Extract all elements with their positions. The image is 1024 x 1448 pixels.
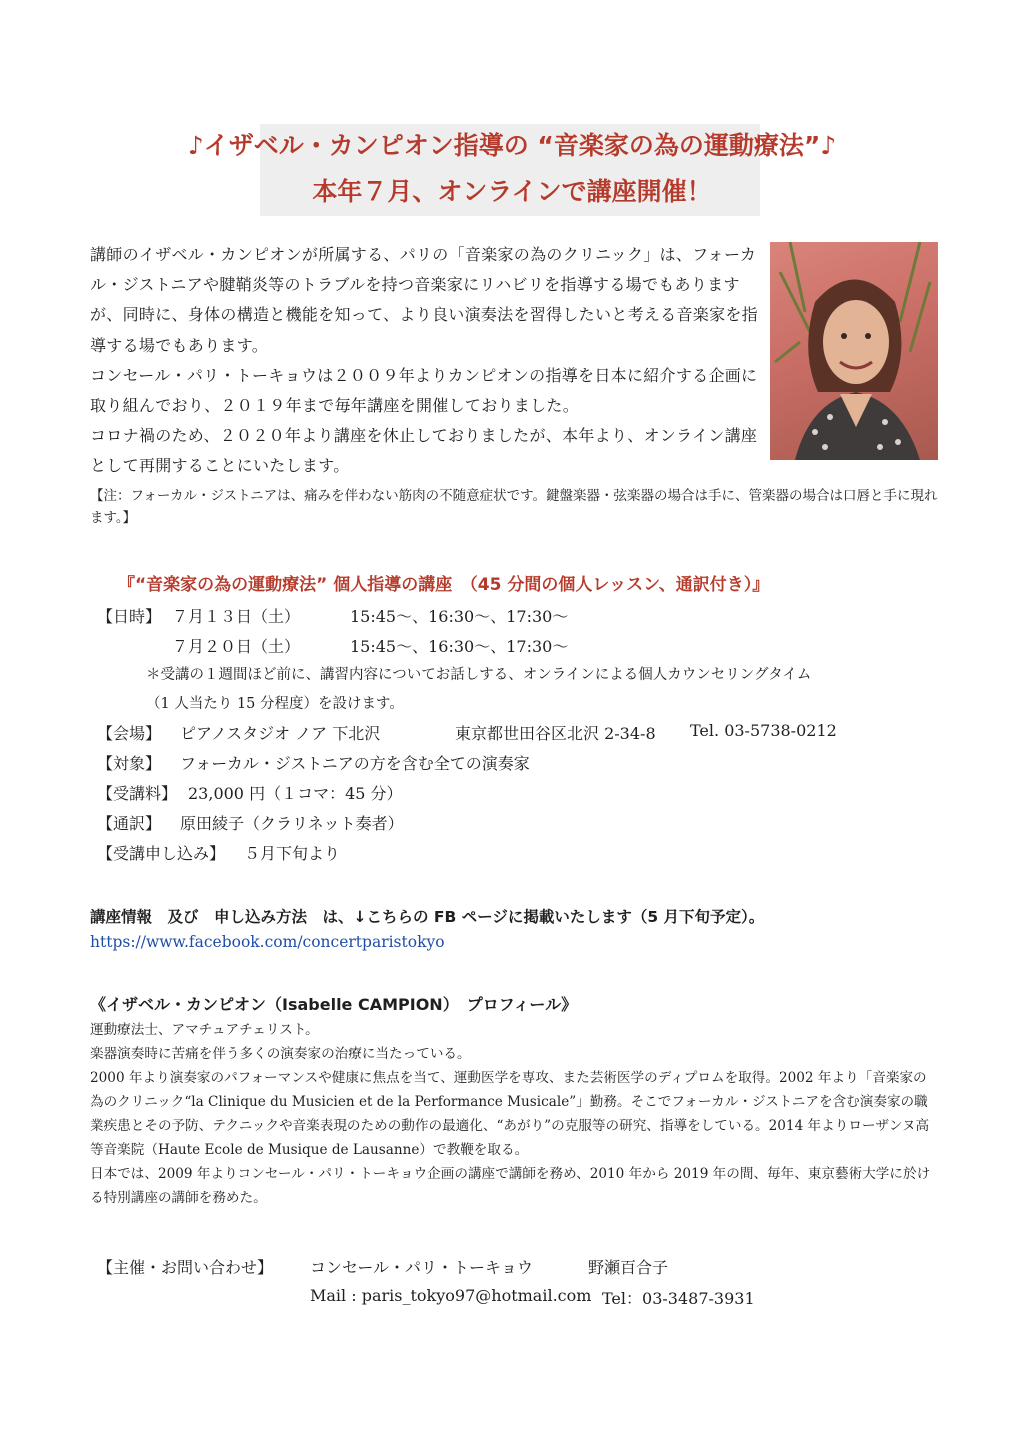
apply-text: ５月下旬より — [244, 844, 341, 863]
profile-line: 楽器演奏時に苦痛を伴う多くの演奏家の治療に当たっている。 — [90, 1046, 471, 1062]
contact-tel: Tel：03-3487-3931 — [602, 1289, 755, 1308]
contact-mail: Mail : paris_tokyo97@hotmail.com — [310, 1286, 592, 1305]
page-subtitle: 本年７月、オンラインで講座開催！ — [312, 177, 712, 206]
target-text: フォーカル・ジストニアの方を含む全ての演奏家 — [180, 754, 530, 773]
date-2: ７月２０日（土） — [172, 637, 301, 656]
page-title: ♪イザベル・カンピオン指導の “音楽家の為の運動療法”♪ — [187, 131, 837, 160]
fee-text: 23,000 円（１コマ：45 分） — [188, 784, 403, 803]
interpreter-text: 原田綾子（クラリネット奏者） — [180, 814, 404, 833]
times-1: 15:45～、16:30～、17:30～ — [350, 607, 569, 626]
info-announcement: 講座情報 及び 申し込み方法 は、↓こちらの FB ページに掲載いたします（5 月下旬予定）。 — [90, 908, 765, 926]
intro-paragraph: コンセール・パリ・トーキョウは２００９年よりカンピオンの指導を日本に紹介する企画に取り組んでおり、２０１９年まで毎年講座を開催しておりました。 — [90, 365, 758, 416]
intro-paragraph: コロナ禍のため、２０２０年より講座を休止しておりましたが、本年より、オンライン講座として再開することにいたします。 — [90, 426, 758, 476]
intro-text — [90, 240, 762, 482]
contact-label: 【主催・お問い合わせ】 — [97, 1258, 274, 1277]
instructor-photo — [770, 242, 938, 460]
interpreter-label: 【通訳】 — [97, 814, 162, 833]
course-title: 『“音楽家の為の運動療法” 個人指導の講座 （45 分間の個人レッスン、通訳付き）』 — [118, 575, 770, 595]
date-1: ７月１３日（土） — [172, 607, 301, 626]
facebook-link[interactable]: https://www.facebook.com/concertparistokyo — [90, 933, 445, 951]
contact-person: 野瀬百合子 — [588, 1258, 669, 1277]
times-2: 15:45～、16:30～、17:30～ — [350, 637, 569, 656]
intro-paragraph: 講師のイザベル・カンピオンが所属する、パリの「音楽家の為のクリニック」は、フォーカル・ジストニアや腱鞘炎等のトラブルを持つ音楽家にリハビリを指導する場でもありますが、同時に、身体の構造と機能を知って、より良い演奏法を習得したいと考える音楽家を指導する場でもあります。 — [90, 245, 758, 355]
profile-heading: 《イザベル・カンピオン（Isabelle CAMPION） プロフィール》 — [90, 995, 578, 1014]
counseling-note-cont: （1 人当たり 15 分程度）を設けます。 — [146, 696, 404, 712]
counseling-note: ＊受講の１週間ほど前に、講習内容についてお話しする、オンラインによる個人カウンセリングタイム — [146, 667, 812, 683]
profile-line: 運動療法士、アマチュアチェリスト。 — [90, 1022, 319, 1038]
profile-line: 2000 年より演奏家のパフォーマンスや健康に焦点を当て、運動医学を専攻、また芸術医学のディプロムを取得。2002 年より「音楽家の為のクリニック“la Clinique du Musicien et de la Performance Musicale”」勤務。そこでフォーカル・ジストニアを含む演奏家の職業疾患とその予防、テクニックや音楽表現のための動作の最適化、“あがり”の克服等の研究、指導をしている。2014 年よりローザンヌ高等音楽院（Haute Ecole de Musique de Lausanne）で教鞭を取る。 — [90, 1070, 930, 1158]
target-label: 【対象】 — [97, 754, 162, 773]
profile-text — [90, 1018, 936, 1210]
venue-label: 【会場】 — [97, 724, 162, 743]
venue-address: 東京都世田谷区北沢 2-34-8 — [455, 724, 656, 743]
venue-tel: Tel. 03-5738-0212 — [690, 721, 837, 740]
profile-line: 日本では、2009 年よりコンセール・パリ・トーキョウ企画の講座で講師を務め、2010 年から 2019 年の間、毎年、東京藝術大学に於ける特別講座の講師を務めた。 — [90, 1166, 931, 1206]
fee-label: 【受講料】 — [97, 784, 178, 803]
note-text: 【注：フォーカル・ジストニアは、痛みを伴わない筋肉の不随意症状です。鍵盤楽器・弦楽器の場合は手に、管楽器の場合は口唇と手に現れます。】 — [90, 488, 938, 526]
apply-label: 【受講申し込み】 — [97, 844, 226, 863]
venue-name: ピアノスタジオ ノア 下北沢 — [180, 724, 381, 743]
date-label: 【日時】 — [97, 607, 162, 626]
contact-org: コンセール・パリ・トーキョウ — [310, 1258, 534, 1277]
